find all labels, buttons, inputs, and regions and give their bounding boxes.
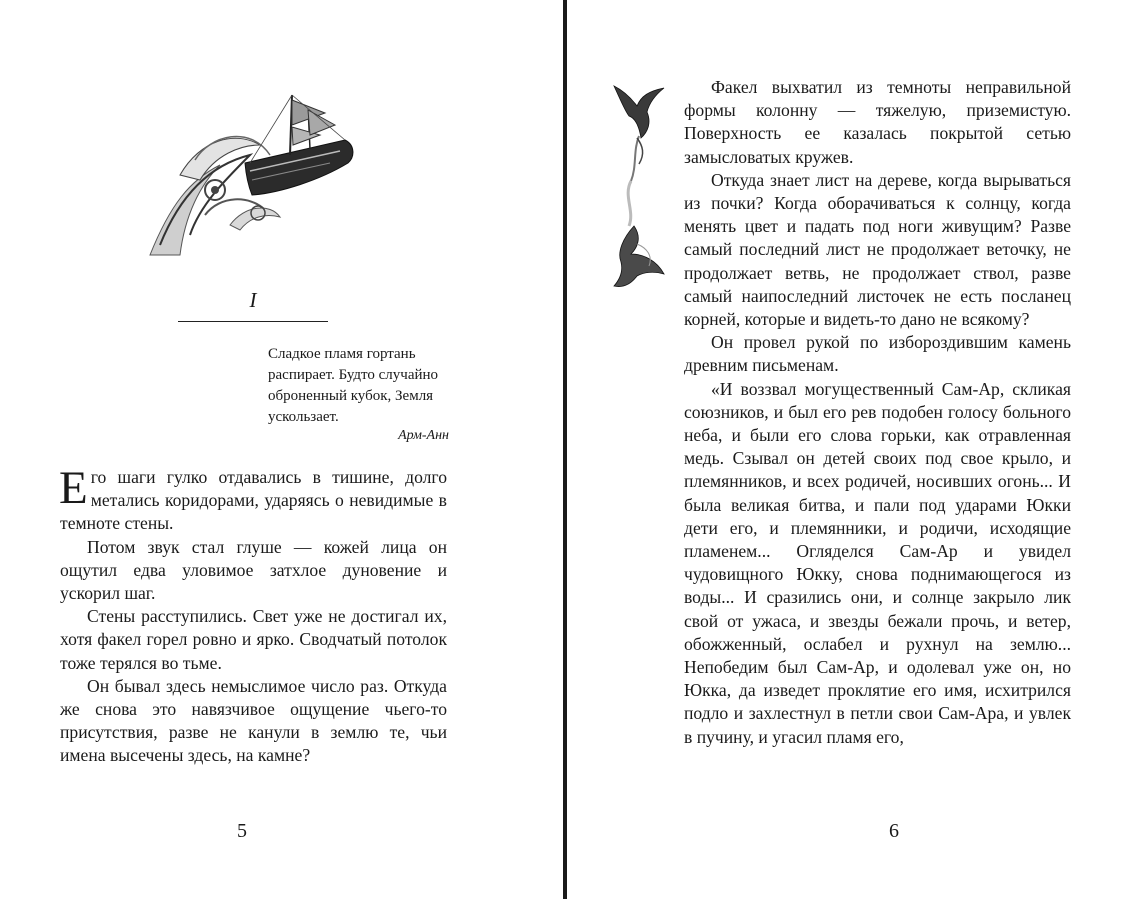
paragraph: «И воззвал могущественный Сам-Ар, скликая союзников, и был его рев подобен голосу больного неба, и были его слова горьки, как отравленная медь. Сзывал он детей своих под свое крыло, и племянников, и всех родичей, носивших огонь... И была великая битва, и пали под ударами Юкки дети его, и племянники, и родичи, исходящие пламенем... Огляделся Сам-Ар и увидел чудовищного Юкку, снова поднимающегося из воды... И сразились они, и солнце закрыло лик свой от ужаса, и звезды бежали прочь, и ветер, обожженный, ослабел и рухнул на землю... Непобедим был Сам-Ар, и одолевал уже он, но Юкка, да изведет проклятие его имя, исхитрился подло и захлестнул в петли свои Сам-Ара, и увлек в пучину, и угасил пламя его, [684,378,1071,747]
epigraph-author: Арм-Анн [398,428,449,443]
right-page-body [684,76,1071,749]
paragraph: Он провел рукой по избороздившим камень древним письменам. [684,332,1071,376]
paragraph: Он бывал здесь немыслимое число раз. Откуда же снова это навязчивое ощущение чьего-то присутствия, разве не канули в землю те, чьи имена высечены здесь, на камне? [60,675,447,766]
dragon-ornament-icon [609,76,669,294]
paragraph: Потом звук стал глуше — кожей лица он ощутил едва уловимое затхлое дуновение и ускорил шаг. [60,536,447,604]
paragraph [59,462,447,536]
ship-ornament-icon [140,85,370,265]
page-number: 6 [889,820,899,842]
paragraph: Откуда знает лист на дереве, когда вырываться из почки? Когда оборачиваться к солнцу, когда менять цвет и падать под ноги живущим? Разве самый последний лист не продолжает веточку, не продолжает ветвь, не продолжает ствол, разве самый наипоследний листочек не есть посланец корней, которые и видеть-то дано не всякому? [684,169,1071,330]
drop-cap: Е [59,462,88,514]
left-page-body [59,462,447,768]
right-page [567,0,1130,899]
left-page [0,0,563,899]
epigraph-text: Сладкое пламя гортань распирает. Будто случайно оброненный кубок, Земля ускользает. [268,346,439,425]
paragraph: Факел выхватил из темноты неправильной формы колонну — тяжелую, приземистую. Поверхность ее казалась покрытой сетью замысловатых кружев. [684,77,1071,167]
chapter-number: I [249,288,257,312]
chapter-divider [178,321,328,322]
paragraph: Стены расступились. Свет уже не достигал их, хотя факел горел ровно и ярко. Сводчатый потолок тоже терялся во тьме. [60,606,447,673]
page-number: 5 [237,820,247,842]
first-paragraph-text: го шаги гулко отдавались в тишине, долго метались коридорами, ударяясь о невидимые в темноте стены. [60,467,447,534]
